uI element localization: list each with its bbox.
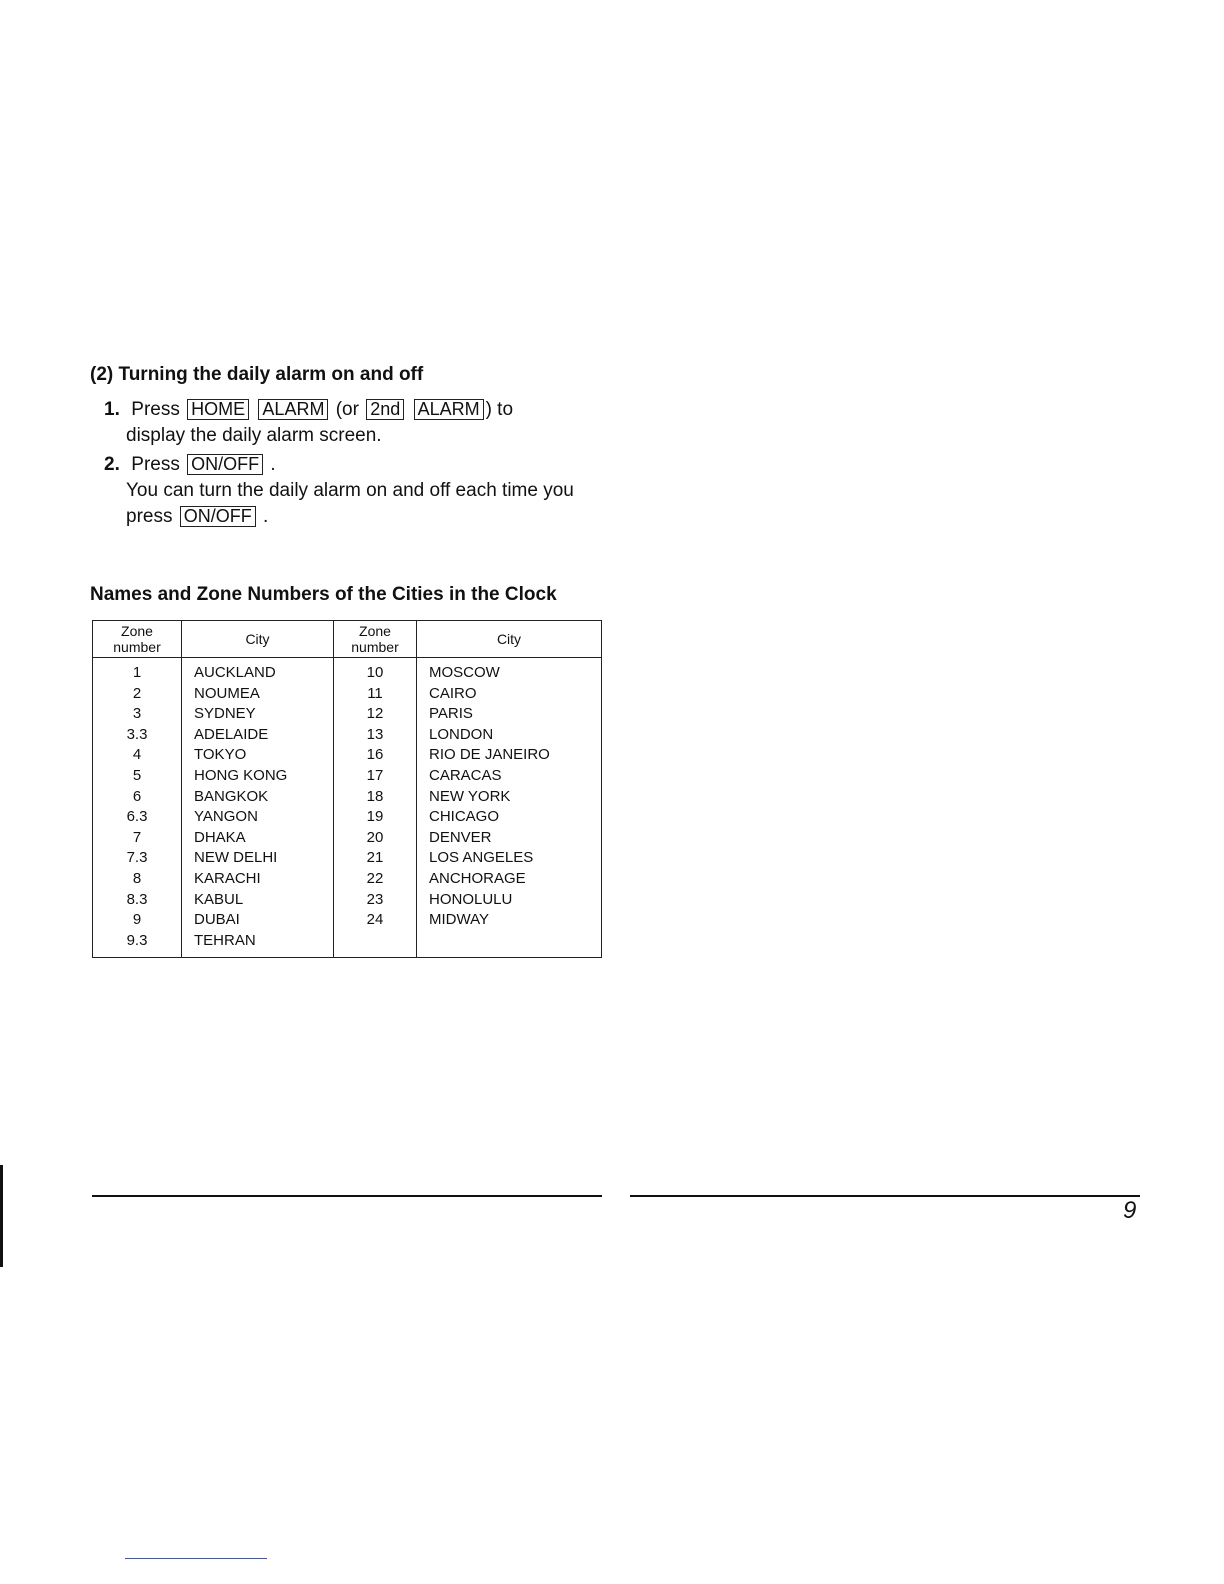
zone-number-cell: 4 [93, 745, 182, 766]
alarm-key-2: ALARM [414, 399, 484, 420]
press-text: Press [131, 399, 180, 420]
city-cell: SYDNEY [182, 704, 334, 725]
zone-number-cell [334, 931, 417, 958]
step-2-line-3 [104, 504, 624, 530]
footer-rule-right [630, 1195, 1140, 1197]
zone-number-cell: 24 [334, 910, 417, 931]
zone-number-cell: 2 [93, 684, 182, 705]
step-2 [104, 452, 624, 530]
footer-rule-left [92, 1195, 602, 1197]
press-text: Press [131, 454, 180, 475]
city-cell: HONG KONG [182, 766, 334, 787]
city-zone-table [92, 620, 602, 958]
table-row [93, 725, 602, 746]
city-cell: LONDON [417, 725, 602, 746]
zone-number-cell: 8 [93, 869, 182, 890]
city-cell: AUCKLAND [182, 658, 334, 684]
table-row [93, 828, 602, 849]
table-row [93, 931, 602, 958]
table-row [93, 910, 602, 931]
scan-edge-mark [0, 1165, 3, 1267]
zone-number-cell: 8.3 [93, 890, 182, 911]
home-key: HOME [187, 399, 249, 420]
city-cell: TOKYO [182, 745, 334, 766]
table-row [93, 658, 602, 684]
city-cell: KABUL [182, 890, 334, 911]
city-cell: ANCHORAGE [417, 869, 602, 890]
zone-number-header: Zone number [334, 621, 417, 658]
zone-number-cell: 3 [93, 704, 182, 725]
period: . [270, 454, 276, 475]
to-text: ) to [485, 399, 514, 420]
zone-number-cell: 20 [334, 828, 417, 849]
on-off-key: ON/OFF [187, 454, 263, 475]
zone-number-header: Zone number [93, 621, 182, 658]
second-function-key: 2nd [366, 399, 404, 420]
table-row [93, 745, 602, 766]
table-body [93, 658, 602, 958]
city-cell: BANGKOK [182, 787, 334, 808]
city-cell: CAIRO [417, 684, 602, 705]
zone-number-cell: 6.3 [93, 807, 182, 828]
section-title: (2) Turning the daily alarm on and off [90, 364, 424, 385]
zone-number-cell: 13 [334, 725, 417, 746]
zone-number-cell: 16 [334, 745, 417, 766]
city-cell: TEHRAN [182, 931, 334, 958]
page-number: 9 [1123, 1197, 1137, 1224]
city-cell: CARACAS [417, 766, 602, 787]
alarm-key: ALARM [258, 399, 328, 420]
step-2-number: 2. [104, 454, 120, 475]
city-header: City [182, 621, 334, 658]
zone-number-cell: 17 [334, 766, 417, 787]
city-cell: NOUMEA [182, 684, 334, 705]
zone-number-cell: 6 [93, 787, 182, 808]
city-header: City [417, 621, 602, 658]
table-row [93, 890, 602, 911]
city-cell: NEW YORK [417, 787, 602, 808]
step-1-number: 1. [104, 399, 120, 420]
zone-number-cell: 19 [334, 807, 417, 828]
city-cell: LOS ANGELES [417, 848, 602, 869]
city-cell: HONOLULU [417, 890, 602, 911]
city-cell: YANGON [182, 807, 334, 828]
zone-number-cell: 3.3 [93, 725, 182, 746]
zone-number-cell: 7.3 [93, 848, 182, 869]
table-row [93, 848, 602, 869]
period: . [263, 506, 269, 527]
zone-number-cell: 9.3 [93, 931, 182, 958]
table-row [93, 704, 602, 725]
table-row [93, 807, 602, 828]
or-text: (or [335, 399, 359, 420]
zone-number-cell: 10 [334, 658, 417, 684]
city-cell: DENVER [417, 828, 602, 849]
table-row [93, 869, 602, 890]
table-title: Names and Zone Numbers of the Cities in the Clock [90, 584, 557, 605]
city-cell: MIDWAY [417, 910, 602, 931]
table-header-row [93, 621, 602, 658]
zone-number-cell: 1 [93, 658, 182, 684]
press-text: press [126, 506, 173, 527]
city-cell [417, 931, 602, 958]
table-row [93, 766, 602, 787]
zone-number-cell: 18 [334, 787, 417, 808]
table-row [93, 684, 602, 705]
zone-number-cell: 7 [93, 828, 182, 849]
zone-number-cell: 22 [334, 869, 417, 890]
step-2-line-2: You can turn the daily alarm on and off each time you [126, 480, 574, 501]
zone-number-cell: 12 [334, 704, 417, 725]
zone-number-cell: 11 [334, 684, 417, 705]
city-cell: NEW DELHI [182, 848, 334, 869]
step-1 [104, 397, 624, 449]
table-row [93, 787, 602, 808]
scan-underline-mark [125, 1558, 267, 1559]
zone-number-cell: 5 [93, 766, 182, 787]
zone-number-cell: 9 [93, 910, 182, 931]
city-cell: DHAKA [182, 828, 334, 849]
on-off-key-2: ON/OFF [180, 506, 256, 527]
city-cell: CHICAGO [417, 807, 602, 828]
city-cell: MOSCOW [417, 658, 602, 684]
city-cell: KARACHI [182, 869, 334, 890]
step-1-line-2: display the daily alarm screen. [126, 425, 382, 446]
city-cell: DUBAI [182, 910, 334, 931]
city-cell: ADELAIDE [182, 725, 334, 746]
city-cell: RIO DE JANEIRO [417, 745, 602, 766]
zone-number-cell: 23 [334, 890, 417, 911]
zone-number-cell: 21 [334, 848, 417, 869]
city-cell: PARIS [417, 704, 602, 725]
